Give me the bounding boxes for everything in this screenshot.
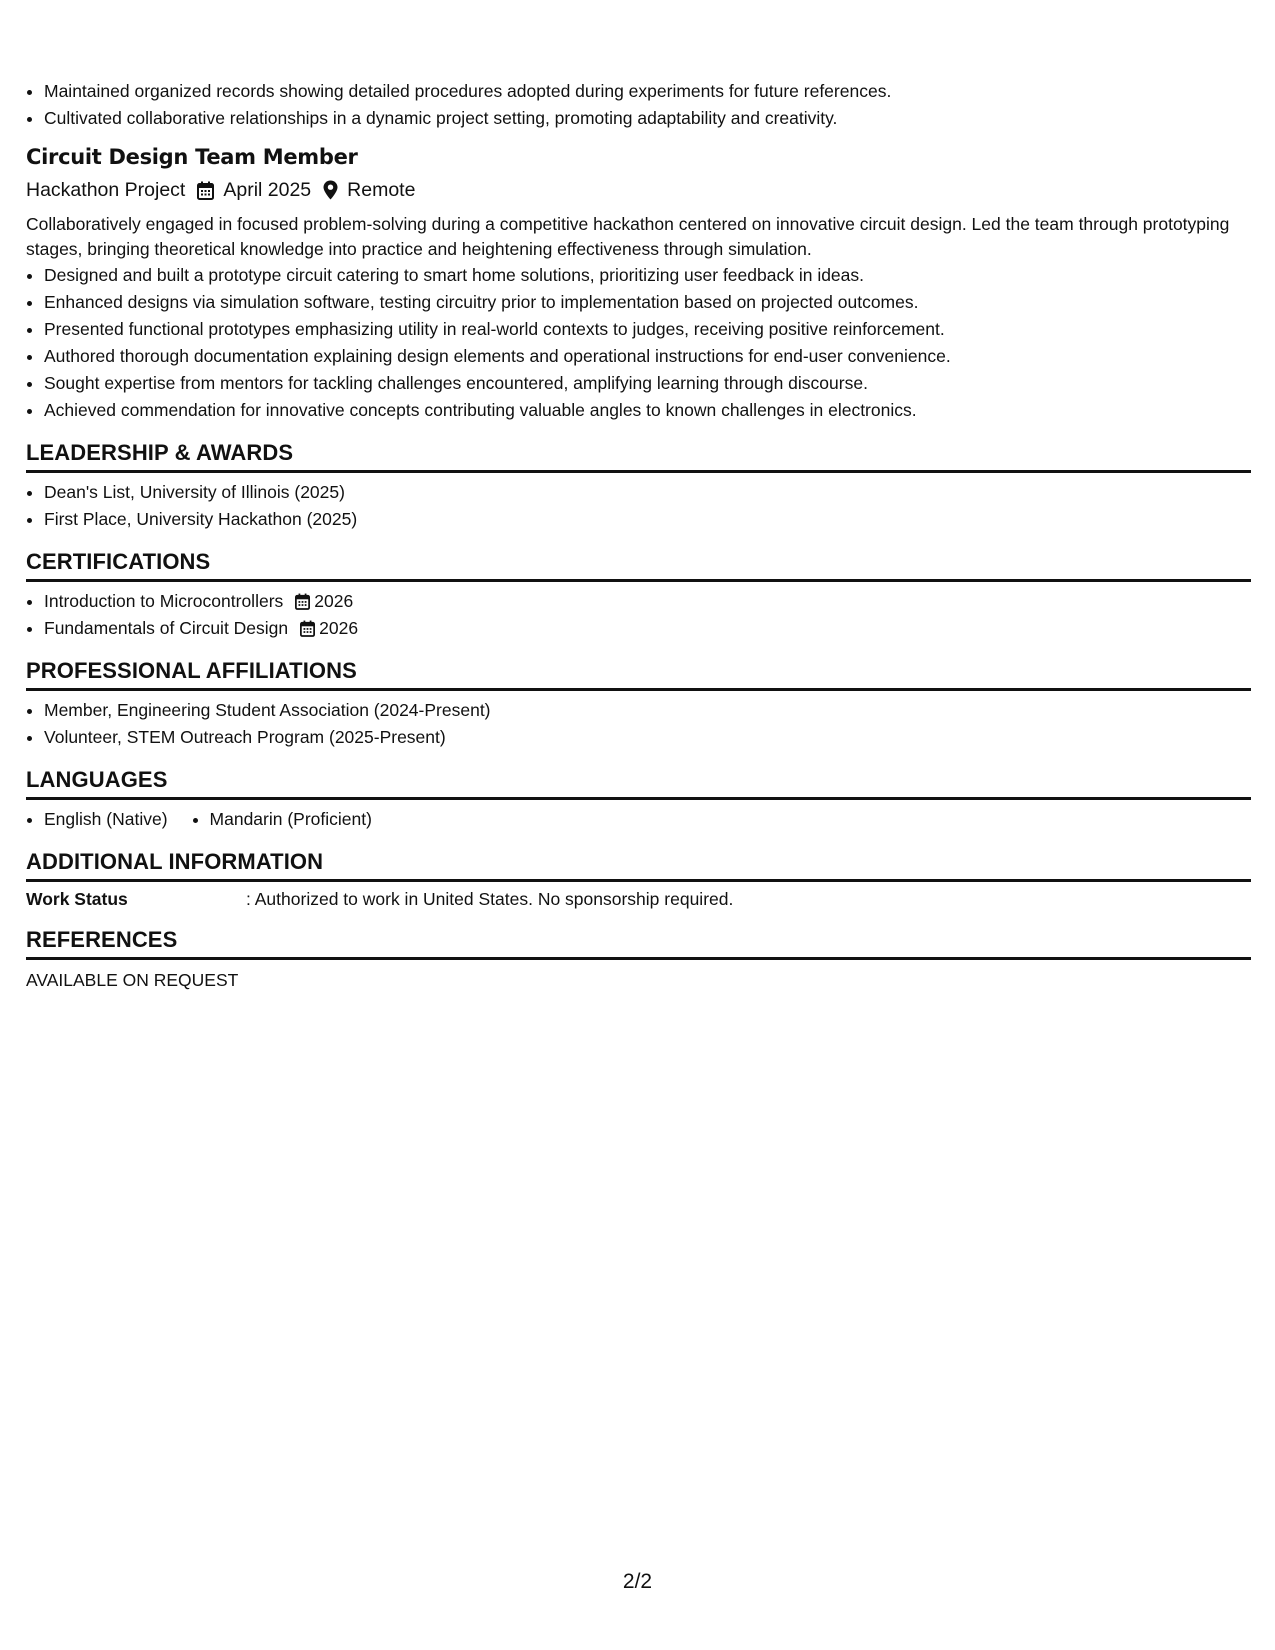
list-item: • First Place, University Hackathon (2025) <box>44 506 1251 533</box>
list-item: • Sought expertise from mentors for tackling challenges encountered, amplifying learning through discourse. <box>44 370 1251 397</box>
affiliations-section <box>26 656 1251 751</box>
job-location: Remote <box>347 179 416 201</box>
list-item: • Member, Engineering Student Association (2024-Present) <box>44 697 1251 724</box>
job-date: April 2025 <box>223 179 312 201</box>
list-item: • Designed and built a prototype circuit catering to smart home solutions, prioritizing user feedback in ideas. <box>44 262 1251 289</box>
resume-page <box>26 78 1251 992</box>
list-item: • Volunteer, STEM Outreach Program (2025-Present) <box>44 724 1251 751</box>
section-heading: ADDITIONAL INFORMATION <box>26 847 1251 882</box>
job-title: Circuit Design Team Member <box>26 145 358 169</box>
job-meta <box>26 175 1251 205</box>
section-heading: CERTIFICATIONS <box>26 547 1251 582</box>
list-item: • Achieved commendation for innovative concepts contributing valuable angles to known challenges in electronics. <box>44 397 1251 424</box>
list-item: • Maintained organized records showing detailed procedures adopted during experiments for future references. <box>44 78 1251 105</box>
list-item <box>44 588 1251 615</box>
job-bullet-list <box>26 262 1251 424</box>
section-heading: PROFESSIONAL AFFILIATIONS <box>26 656 1251 691</box>
section-heading: LANGUAGES <box>26 765 1251 800</box>
list-item: • Cultivated collaborative relationships in a dynamic project setting, promoting adaptability and creativity. <box>44 105 1251 132</box>
additional-info-section <box>26 847 1251 911</box>
affiliations-list <box>26 697 1251 751</box>
job-description: Collaboratively engaged in focused problem-solving during a competitive hackathon centered on innovative circuit design. Led the team through prototyping stages, bringing theoretical knowledge into practice and heightening effectiveness through simulation. <box>26 214 1230 259</box>
calendar-icon <box>197 181 214 200</box>
list-item: • Enhanced designs via simulation software, testing circuitry prior to implementation based on projected outcomes. <box>44 289 1251 316</box>
certification-year: 2026 <box>319 618 359 638</box>
job-organization: Hackathon Project <box>26 179 186 201</box>
list-item: • Dean's List, University of Illinois (2025) <box>44 479 1251 506</box>
list-item: • Presented functional prototypes emphasizing utility in real-world contexts to judges, receiving positive reinforcement. <box>44 316 1251 343</box>
work-status-value: : Authorized to work in United States. No sponsorship required. <box>246 889 734 909</box>
list-item: • English (Native) <box>44 806 168 833</box>
certification-year: 2026 <box>314 591 354 611</box>
work-status-row <box>26 887 1251 911</box>
leadership-list <box>26 479 1251 533</box>
calendar-icon <box>295 593 314 610</box>
certification-name: • Fundamentals of Circuit Design <box>44 618 289 638</box>
certifications-list <box>26 588 1251 642</box>
section-heading: REFERENCES <box>26 925 1251 960</box>
list-item: • Authored thorough documentation explaining design elements and operational instructions for end-user convenience. <box>44 343 1251 370</box>
intro-bullet-list <box>26 78 1251 132</box>
certification-name: • Introduction to Microcontrollers <box>44 591 284 611</box>
references-section <box>26 925 1251 992</box>
list-item <box>44 615 1251 642</box>
work-status-label: Work Status <box>26 889 128 909</box>
references-text: AVAILABLE ON REQUEST <box>26 970 239 990</box>
leadership-section <box>26 438 1251 533</box>
calendar-icon <box>300 620 319 637</box>
languages-list <box>26 806 1251 833</box>
languages-section <box>26 765 1251 833</box>
list-item: • Mandarin (Proficient) <box>210 806 372 833</box>
experience-entry <box>26 142 1251 424</box>
location-pin-icon <box>323 180 338 200</box>
certifications-section <box>26 547 1251 642</box>
page-number: 2/2 <box>622 1570 653 1593</box>
section-heading: LEADERSHIP & AWARDS <box>26 438 1251 473</box>
